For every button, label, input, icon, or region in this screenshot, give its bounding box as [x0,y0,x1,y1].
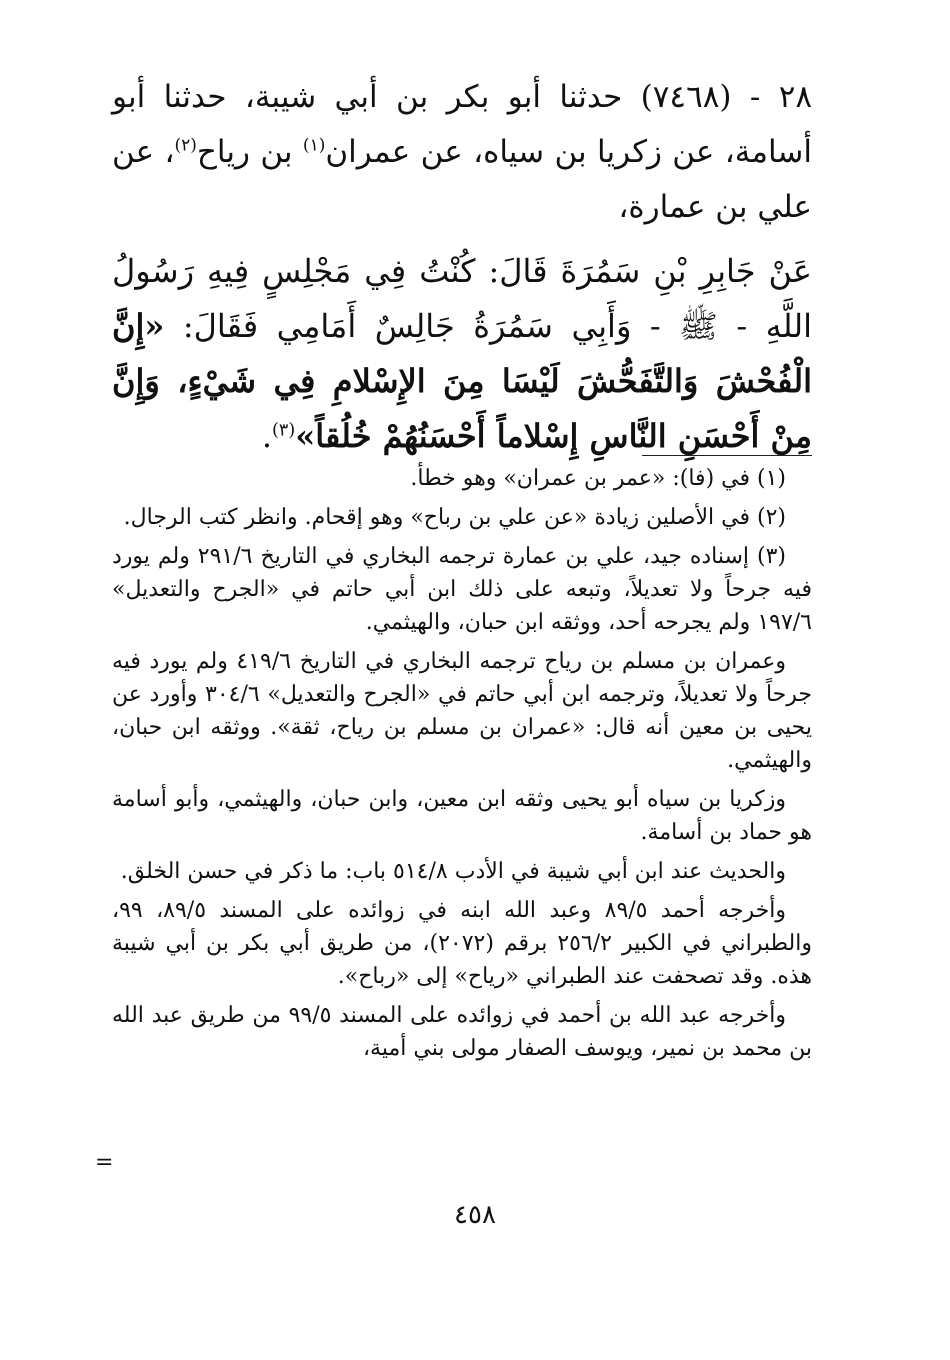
footnotes [112,462,812,1071]
isnad-text-2: بن رياح [196,134,293,170]
matn-text: عَنْ جَابِرِ بْنِ سَمُرَةَ قَالَ: كُنْتُ فِي مَجْلِسٍ فِيهِ رَسُولُ اللَّهِ - ﷺ - وَأَبِي سَمُرَةُ جَالِسٌ أَمَامِي فَقَالَ: [112,252,813,345]
footnote-ref-2: (٢) [174,135,197,156]
page-number: ٤٥٨ [454,1200,496,1230]
footnote-ref-1: (١) [302,135,326,156]
footnote-3-para-5: وأخرجه أحمد ٨٩/٥ وعبد الله ابنه في زوائده على المسند ٨٩/٥، ٩٩، والطبراني في الكبير ٢٥٦/٢ برقم (٢٠٧٢)، من طريق أبي بكر بن أبي شيبة هذه. وقد تصحفت عند الطبراني «رياح» إلى «رباح». [112,898,812,989]
isnad-text-1: حدثنا أبو بكر بن أبي شيبة، حدثنا أبو أسامة، عن زكريا بن سياه، عن عمران [112,79,812,170]
isnad-paragraph [112,70,812,235]
footnote-3-para-4: والحديث عند ابن أبي شيبة في الأدب ٥١٤/٨ باب: ما ذكر في حسن الخلق. [120,859,786,884]
matn-paragraph [112,244,812,464]
matn-end: . [261,417,272,455]
footnote-3-para-6: وأخرجه عبد الله بن أحمد في زوائده على المسند ٩٩/٥ من طريق عبد الله بن محمد بن نمير، ويوسف الصفار مولى بني أمية، [112,1003,812,1061]
footnote-3-para-2: وعمران بن مسلم بن رياح ترجمه البخاري في التاريخ ٤١٩/٦ ولم يورد فيه جرحاً ولا تعديلاً، وترجمه ابن أبي حاتم في «الجرح والتعديل» ٣٠٤/٦ وأورد عن يحيى بن معين أنه قال: «عمران بن مسلم بن رياح، ثقة». ووثقه ابن حبان، والهيثمي. [112,649,812,773]
footnote-1: (١) في (فا): «عمر بن عمران» وهو خطأ. [410,466,786,491]
footnote-3-para-3: وزكريا بن سياه أبو يحيى وثقه ابن معين، وابن حبان، والهيثمي، وأبو أسامة هو حماد بن أسامة. [112,787,812,845]
hadith-quote: «إِنَّ الْفُحْشَ وَالتَّفَحُّشَ لَيْسَا مِنَ الإِسْلامِ فِي شَيْءٍ، وَإِنَّ مِنْ أَحْسَنِ النَّاسِ إِسْلاماً أَحْسَنُهُمْ خُلُقاً» [112,307,812,455]
footnote-separator [642,455,812,456]
footnote-3: (٣) إسناده جيد، علي بن عمارة ترجمه البخاري في التاريخ ٢٩١/٦ ولم يورد فيه جرحاً ولا تعديلاً، وتبعه على ذلك ابن أبي حاتم في «الجرح والتعديل» ١٩٧/٦ ولم يجرحه أحد، ووثقه ابن حبان، والهيثمي. [112,544,812,635]
footnote-2: (٢) في الأصلين زيادة «عن علي بن رباح» وهو إقحام. وانظر كتب الرجال. [123,505,786,530]
footnote-ref-3: (٣) [271,420,296,441]
continuation-marker: = [95,1150,114,1175]
hadith-number: ٢٨ - (٧٤٦٨) [640,79,812,115]
isnad-text-3: ، عن علي بن عمارة، [112,134,812,225]
